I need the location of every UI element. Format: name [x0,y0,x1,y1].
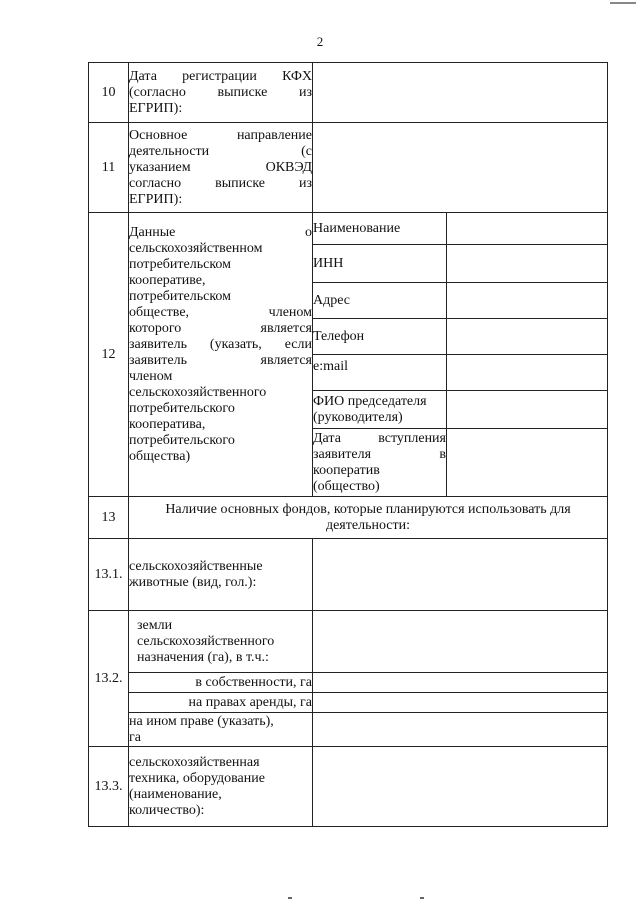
label-line: кооператива, [129,417,206,432]
label-land-other-right [129,713,313,747]
label-farm-animals [129,539,313,611]
field-label-inn: ИНН [313,245,447,283]
label-agricultural-land [129,611,313,673]
label-line: которого является [129,321,312,336]
label-line: Дата регистрации КФХ [129,68,312,84]
label-line: заявитель является [129,353,312,368]
input-cooperative-email[interactable] [447,355,608,391]
heading-line: Наличие основных фондов, которые планируются использовать для [165,501,571,517]
label-line: указанием ОКВЭД [129,159,312,175]
label-line: (общество) [313,478,380,494]
label-line: ФИО председателя [313,393,427,409]
table-row-13-3 [89,747,608,827]
input-agricultural-land[interactable] [313,611,608,673]
input-kfh-registration-date[interactable] [313,63,608,123]
label-line: Дата вступления [313,430,446,446]
label-line: потребительском [129,289,232,304]
label-line: животные (вид, гол.): [129,574,257,590]
row-number-12: 12 [89,213,129,497]
row-number-13-3: 13.3. [89,747,129,827]
input-main-activity[interactable] [313,123,608,213]
input-cooperative-name[interactable] [447,213,608,245]
input-cooperative-join-date[interactable] [447,429,608,497]
label-line: заявителя в [313,446,446,462]
table-row-13-2 [89,611,608,673]
table-row-11 [89,123,608,213]
input-agricultural-machinery[interactable] [313,747,608,827]
input-land-other-right[interactable] [313,713,608,747]
row-number-13: 13 [89,497,129,539]
field-label-email: e:mail [313,355,447,391]
label-line: потребительском [129,257,232,272]
label-line: потребительского [129,433,235,448]
label-line: сельскохозяйственного [137,633,275,649]
scan-corner-mark [610,2,636,4]
label-line: сельскохозяйственные [129,558,263,574]
label-line: сельскохозяйственная [129,754,260,770]
label-line: на ином праве (указать), [129,713,274,729]
input-cooperative-phone[interactable] [447,319,608,355]
label-line: заявитель (указать, если [129,337,312,352]
label-line: Данные о [129,225,312,240]
page-number: 2 [316,34,324,49]
input-cooperative-address[interactable] [447,283,608,319]
row-number-10: 10 [89,63,129,123]
label-cooperative-data [129,213,313,497]
label-line: га [129,729,141,745]
row-number-13-2: 13.2. [89,611,129,747]
input-land-lease[interactable] [313,693,608,713]
label-line: количество): [129,802,205,818]
label-line: кооператив [313,462,380,478]
heading-line: деятельности: [325,517,411,533]
label-line: членом [129,369,173,384]
label-line: земли [137,617,173,633]
input-farm-animals[interactable] [313,539,608,611]
table-row-13-2-ownership [89,673,608,693]
label-line: согласно выписке из [129,175,312,191]
field-label-chairman [313,391,447,429]
label-line: сельскохозяйственном [129,241,263,256]
table-row-12 [89,213,608,245]
table-row-13-2-lease [89,693,608,713]
field-label-name: Наименование [313,213,447,245]
scan-mark [420,897,424,899]
table-row-13-1 [89,539,608,611]
label-land-lease: на правах аренды, га [129,693,313,713]
label-land-ownership: в собственности, га [129,673,313,693]
label-line: общества) [129,449,191,464]
field-label-address: Адрес [313,283,447,319]
field-label-join-date [313,429,447,497]
label-agricultural-machinery [129,747,313,827]
label-line: потребительского [129,401,235,416]
table-row-13-2-other [89,713,608,747]
label-line: назначения (га), в т.ч.: [137,649,269,665]
label-line: техника, оборудование [129,770,265,786]
label-line: деятельности (с [129,143,312,159]
label-line: сельскохозяйственного [129,385,267,400]
label-line: (согласно выписке из [129,84,312,100]
label-line: ЕГРИП): [129,191,183,207]
label-line: кооперативе, [129,273,206,288]
label-line: ЕГРИП): [129,100,183,116]
application-form-table [88,62,608,827]
input-cooperative-inn[interactable] [447,245,608,283]
table-row-10 [89,63,608,123]
row-number-13-1: 13.1. [89,539,129,611]
input-cooperative-chairman[interactable] [447,391,608,429]
label-main-activity [129,123,313,213]
label-line: (руководителя) [313,409,403,425]
label-kfh-registration-date [129,63,313,123]
label-line: (наименование, [129,786,222,802]
table-row-13 [89,497,608,539]
row-number-11: 11 [89,123,129,213]
scan-mark [288,897,292,899]
label-line: обществе, членом [129,305,312,320]
section-heading-fixed-assets [129,497,608,539]
field-label-phone: Телефон [313,319,447,355]
input-land-ownership[interactable] [313,673,608,693]
label-line: Основное направление [129,127,312,143]
